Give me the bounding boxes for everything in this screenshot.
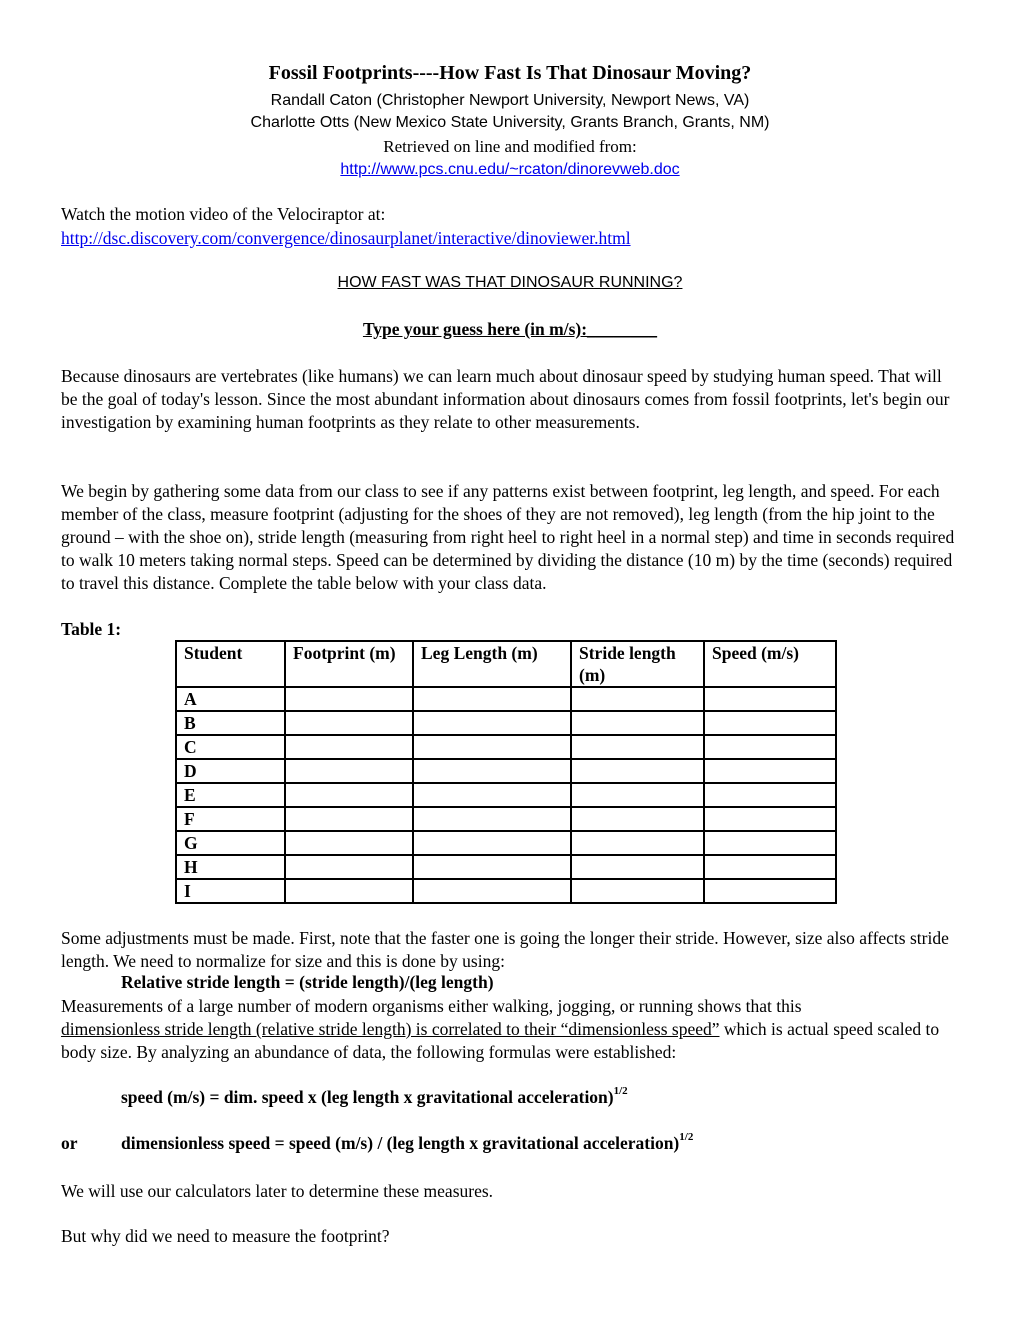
dimensionless-formula-exponent: 1/2 <box>679 1131 694 1143</box>
leg-length-cell[interactable] <box>413 783 571 807</box>
table-row <box>176 783 836 807</box>
dimensionless-speed-formula <box>121 1133 693 1154</box>
paragraph-measurements <box>61 995 961 1064</box>
student-label: A <box>176 687 285 711</box>
paragraph-adjustments: Some adjustments must be made. First, note that the faster one is going the longer their stride. However, size also affects stride length. We need to normalize for size and this is done by using: <box>61 928 949 971</box>
leg-length-cell[interactable] <box>413 879 571 903</box>
section-heading: HOW FAST WAS THAT DINOSAUR RUNNING? <box>337 274 683 291</box>
watch-text: Watch the motion video of the Velociraptor at: <box>61 204 386 224</box>
footprint-cell[interactable] <box>285 831 413 855</box>
guess-prompt[interactable]: Type your guess here (in m/s):________ <box>362 319 658 339</box>
speed-cell[interactable] <box>704 783 836 807</box>
retrieved-text: Retrieved on line and modified from: <box>383 137 637 156</box>
source-link-line <box>0 158 1020 181</box>
header-leg-length: Leg Length (m) <box>413 641 571 687</box>
footprint-cell[interactable] <box>285 735 413 759</box>
table-row <box>176 855 836 879</box>
speed-formula <box>121 1087 628 1108</box>
student-label: E <box>176 783 285 807</box>
author-1: Randall Caton (Christopher Newport University, Newport News, VA) <box>270 92 750 109</box>
stride-length-cell[interactable] <box>571 879 704 903</box>
stride-length-cell[interactable] <box>571 783 704 807</box>
speed-cell[interactable] <box>704 687 836 711</box>
paragraph-question: But why did we need to measure the footprint? <box>61 1226 390 1246</box>
or-label: or <box>61 1133 78 1153</box>
leg-length-cell[interactable] <box>413 711 571 735</box>
speed-cell[interactable] <box>704 735 836 759</box>
student-label: H <box>176 855 285 879</box>
source-link[interactable]: http://www.pcs.cnu.edu/~rcaton/dinorevweb.doc <box>340 161 680 178</box>
footprint-cell[interactable] <box>285 711 413 735</box>
footprint-cell[interactable] <box>285 687 413 711</box>
table-row <box>176 711 836 735</box>
video-link[interactable]: http://dsc.discovery.com/convergence/dinosaurplanet/interactive/dinoviewer.html <box>61 228 631 248</box>
student-label: D <box>176 759 285 783</box>
table-row <box>176 759 836 783</box>
table-label: Table 1: <box>61 619 122 639</box>
stride-length-cell[interactable] <box>571 831 704 855</box>
stride-length-cell[interactable] <box>571 711 704 735</box>
document-title: Fossil Footprints----How Fast Is That Dinosaur Moving? <box>268 62 752 84</box>
table-row <box>176 879 836 903</box>
student-label: B <box>176 711 285 735</box>
stride-length-cell[interactable] <box>571 759 704 783</box>
paragraph-calculators: We will use our calculators later to determine these measures. <box>61 1181 494 1201</box>
speed-cell[interactable] <box>704 855 836 879</box>
dimensionless-phrase: dimensionless stride length (relative stride length) is correlated to their “dimensionless speed” <box>61 1019 720 1039</box>
student-label: F <box>176 807 285 831</box>
stride-length-cell[interactable] <box>571 807 704 831</box>
stride-length-cell[interactable] <box>571 687 704 711</box>
student-label: I <box>176 879 285 903</box>
measurements-text-b: which is actual speed scaled to body size. By analyzing an abundance of data, the following formulas were established: <box>61 1019 940 1062</box>
footprint-cell[interactable] <box>285 879 413 903</box>
header-speed: Speed (m/s) <box>704 641 836 687</box>
table-row <box>176 831 836 855</box>
speed-formula-exponent: 1/2 <box>613 1085 628 1097</box>
speed-cell[interactable] <box>704 759 836 783</box>
video-link-line <box>61 227 961 250</box>
leg-length-cell[interactable] <box>413 735 571 759</box>
speed-cell[interactable] <box>704 831 836 855</box>
table-row <box>176 807 836 831</box>
speed-cell[interactable] <box>704 807 836 831</box>
header-stride-length: Stride length (m) <box>571 641 704 687</box>
footprint-cell[interactable] <box>285 855 413 879</box>
table-header-row <box>176 641 836 687</box>
speed-formula-text: speed (m/s) = dim. speed x (leg length x gravitational acceleration) <box>121 1087 614 1107</box>
leg-length-cell[interactable] <box>413 831 571 855</box>
measurements-text-a: Measurements of a large number of modern organisms either walking, jogging, or running shows that this <box>61 996 802 1016</box>
stride-length-cell[interactable] <box>571 855 704 879</box>
dimensionless-formula-text: dimensionless speed = speed (m/s) / (leg length x gravitational acceleration) <box>121 1133 680 1153</box>
header-student: Student <box>176 641 285 687</box>
table-row <box>176 735 836 759</box>
header-footprint: Footprint (m) <box>285 641 413 687</box>
paragraph-intro: Because dinosaurs are vertebrates (like humans) we can learn much about dinosaur speed by studying human speed. That will be the goal of today's lesson. Since the most abundant information about dinosaurs comes from fossil footprints, let's begin our investigation by examining human footprints as they relate to other measurements. <box>61 366 950 432</box>
data-table <box>175 640 837 904</box>
speed-cell[interactable] <box>704 711 836 735</box>
leg-length-cell[interactable] <box>413 759 571 783</box>
stride-length-cell[interactable] <box>571 735 704 759</box>
student-label: G <box>176 831 285 855</box>
table-row <box>176 687 836 711</box>
relative-stride-formula: Relative stride length = (stride length)/(leg length) <box>121 972 494 992</box>
footprint-cell[interactable] <box>285 783 413 807</box>
leg-length-cell[interactable] <box>413 687 571 711</box>
footprint-cell[interactable] <box>285 807 413 831</box>
leg-length-cell[interactable] <box>413 855 571 879</box>
author-2: Charlotte Otts (New Mexico State University, Grants Branch, Grants, NM) <box>250 114 770 131</box>
footprint-cell[interactable] <box>285 759 413 783</box>
leg-length-cell[interactable] <box>413 807 571 831</box>
speed-cell[interactable] <box>704 879 836 903</box>
paragraph-method: We begin by gathering some data from our class to see if any patterns exist between footprint, leg length, and speed. For each member of the class, measure footprint (adjusting for the shoes of they are not removed), leg length (from the hip joint to the ground – with the shoe on), stride length (measuring from right heel to right heel in a normal step) and time in seconds required to walk 10 meters taking normal steps. Speed can be determined by dividing the distance (10 m) by the time (seconds) required to travel this distance. Complete the table below with your class data. <box>61 481 955 593</box>
student-label: C <box>176 735 285 759</box>
